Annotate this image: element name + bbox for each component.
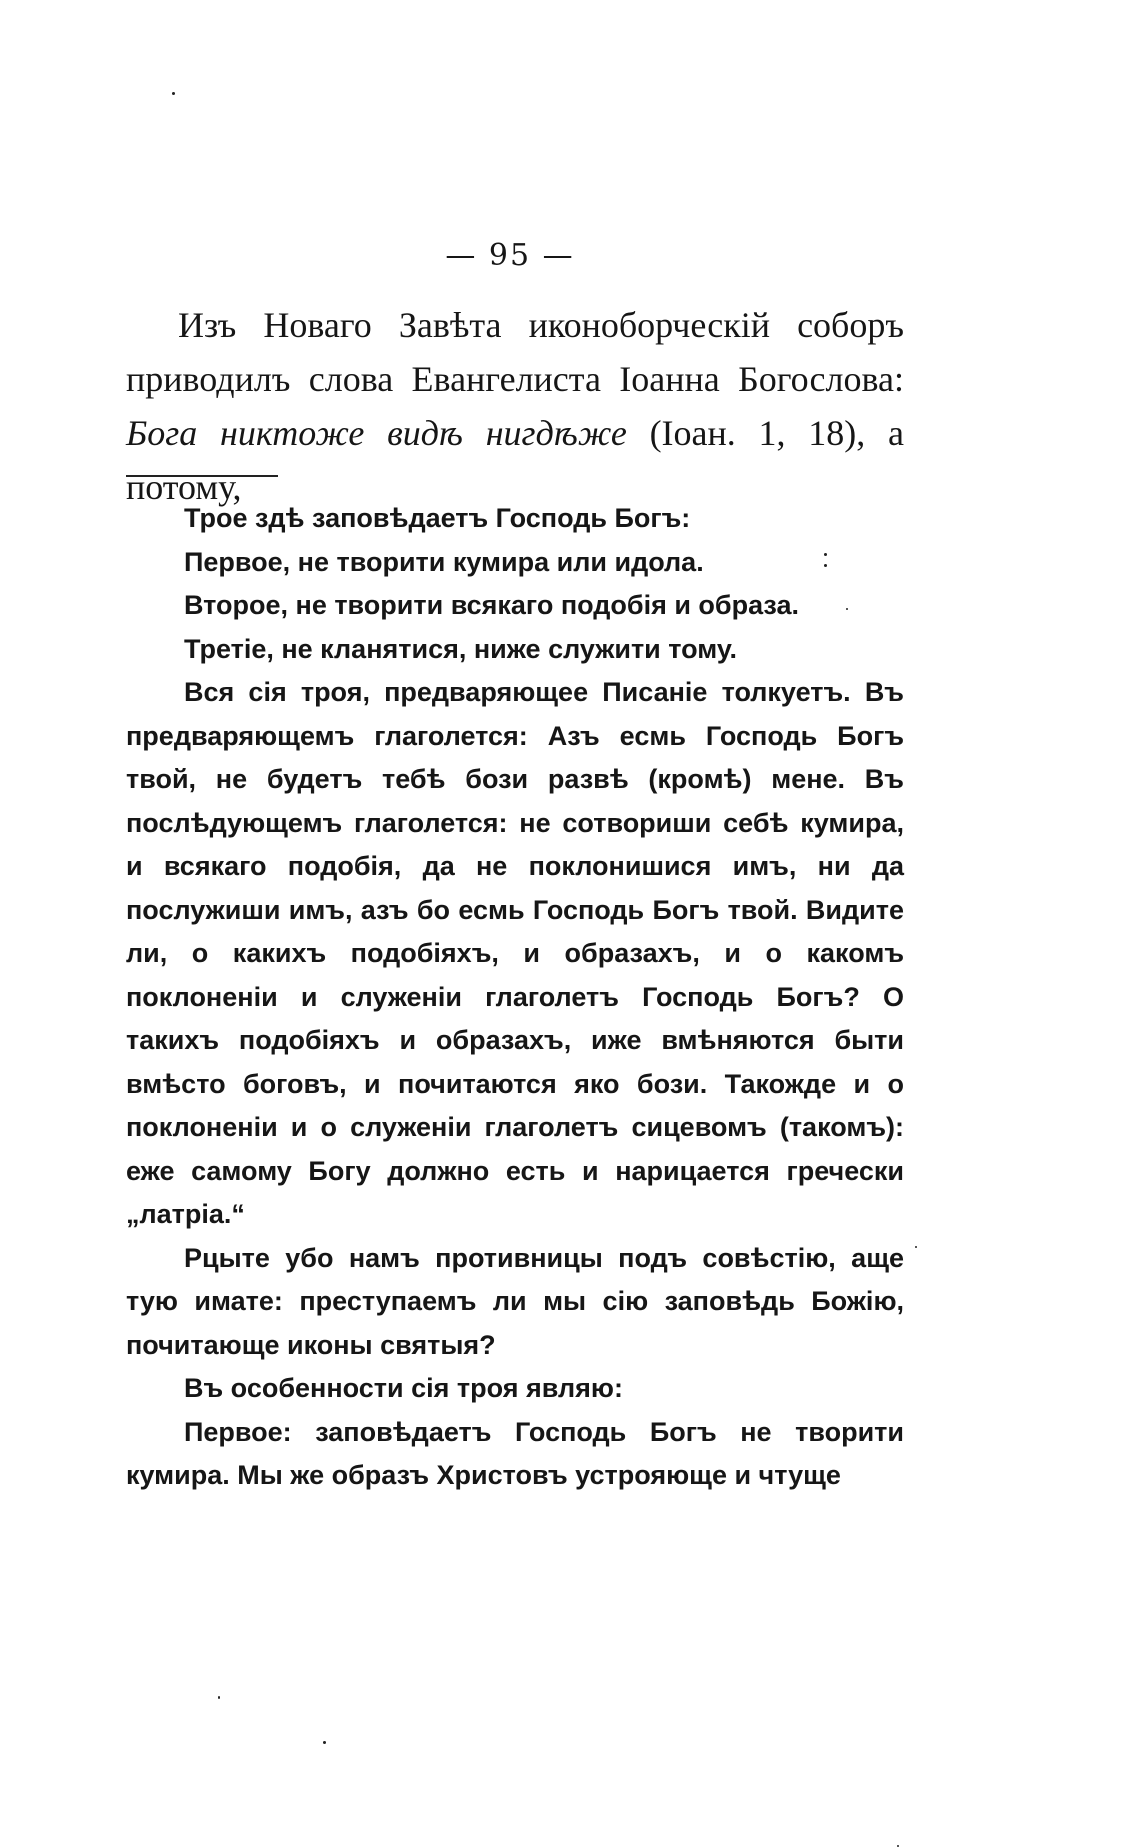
main-text-end: (Іоан. 1, 18), а потому, — [126, 413, 904, 507]
footnote-paragraph-1: Трое здѣ заповѣдаетъ Господь Богъ: — [184, 503, 691, 533]
footnote-paragraph-3: Второе, не творити всякаго подобія и образа. — [184, 590, 800, 620]
footnote — [126, 497, 904, 1498]
footnote-paragraph-8: Первое: заповѣдаетъ Господь Богъ не творити кумира. Мы же образъ Христовъ устрояюще и чтуще — [126, 1416, 904, 1490]
scripture-quote: Бога никтоже видѣ нигдѣже — [126, 413, 627, 453]
footnote-paragraph-5: Вся сія троя, предваряющее Писаніе толкуетъ. Въ предваряющемъ глаголется: Азъ есмь Господь Богъ твой, не будетъ тебѣ бози развѣ (кромѣ) мене. Въ послѣдующемъ глаголется: не сотвориши себѣ кумира, и всякаго подобія, да не поклонишися имъ, ни да послужиши имъ, азъ бо есмь Господь Богъ твой. Видите ли, о какихъ подобіяхъ, и образахъ, и о какомъ поклоненіи и служеніи глаголетъ Господь Богъ? О такихъ подобіяхъ и образахъ, иже вмѣняются быти вмѣсто боговъ, и почитаются яко бози. Такожде и о поклоненіи и о служеніи глаголетъ сицевомъ (такомъ): еже самому Богу должно есть и нарицается гречески „латріа.“ — [126, 677, 904, 1229]
main-paragraph — [126, 298, 904, 514]
main-text-start: Изъ Новаго Завѣта иконоборческій соборъ приводилъ слова Евангелиста Іоанна Богослова: — [126, 305, 904, 399]
speck — [323, 1741, 326, 1744]
speck — [824, 564, 827, 567]
speck — [218, 1696, 220, 1699]
speck — [846, 608, 848, 610]
footnote-paragraph-7: Въ особенности сія троя являю: — [184, 1373, 623, 1403]
footnote-paragraph-2: Первое, не творити кумира или идола. — [184, 546, 704, 577]
speck — [824, 553, 827, 556]
footnote-divider — [126, 475, 278, 477]
page-number: — 95 — — [445, 238, 575, 273]
speck — [172, 92, 175, 95]
speck — [915, 1246, 917, 1248]
footnote-paragraph-6: Рцыте убо намъ противницы подъ совѣстію, аще тую имате: преступаемъ ли мы сію заповѣдь Божію, почитающе иконы святыя? — [126, 1242, 904, 1360]
footnote-paragraph-4: Третіе, не кланятися, ниже служити тому. — [184, 633, 738, 664]
